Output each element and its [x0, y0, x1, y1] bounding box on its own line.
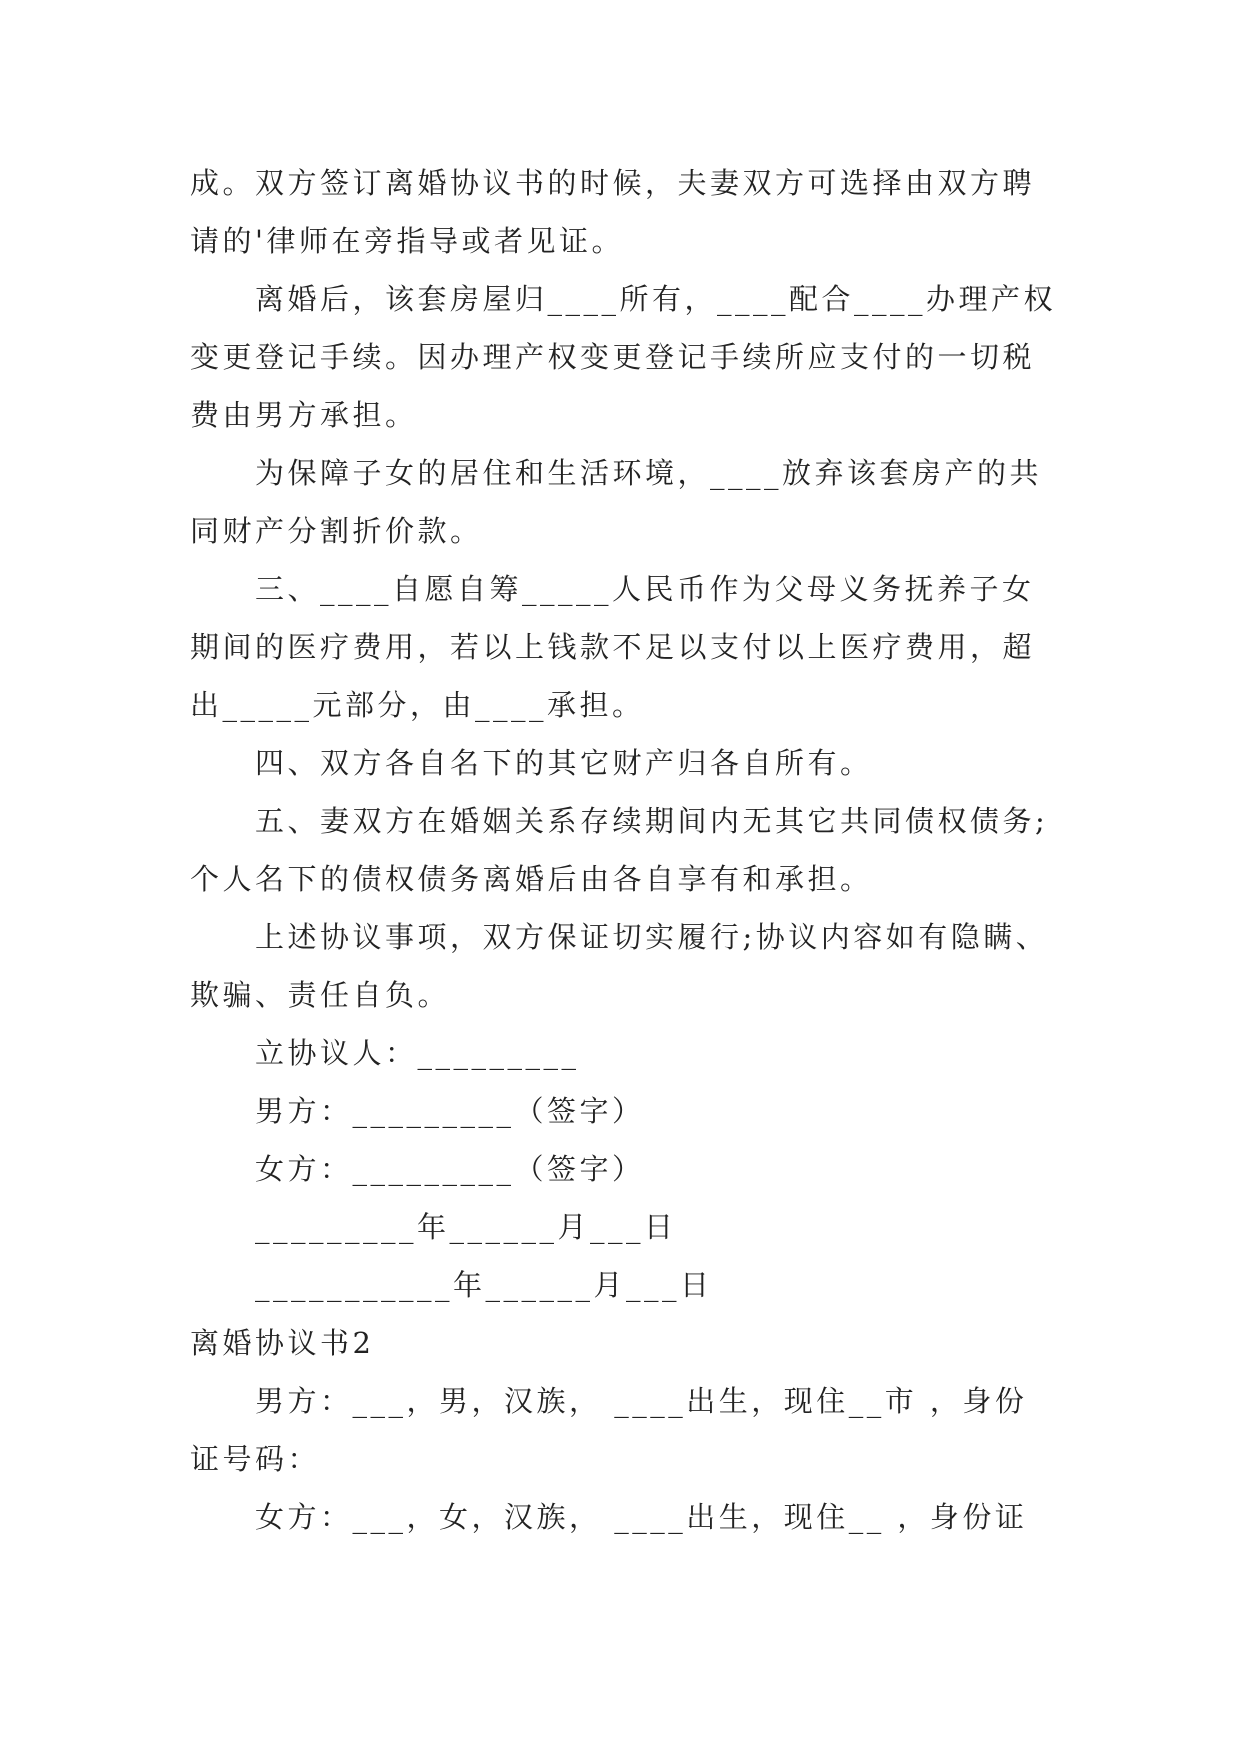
text-line: 期间的医疗费用，若以上钱款不足以支付以上医疗费用，超: [190, 630, 1036, 664]
signatory-line: 立协议人：_________: [255, 1036, 580, 1070]
text-line: 为保障子女的居住和生活环境，____放弃该套房产的共: [255, 456, 1043, 490]
female-signature-line: 女方：_________（签字）: [255, 1152, 645, 1186]
text-line: 成。双方签订离婚协议书的时候，夫妻双方可选择由双方聘: [190, 166, 1036, 200]
male-signature-line: 男方：_________（签字）: [255, 1094, 645, 1128]
text-line: 四、双方各自名下的其它财产归各自所有。: [255, 746, 873, 780]
text-line: 同财产分割折价款。: [190, 514, 483, 548]
text-line: 变更登记手续。因办理产权变更登记手续所应支付的一切税: [190, 340, 1036, 374]
date-line: ___________年______月___日: [255, 1268, 713, 1302]
section-title: 离婚协议书2: [190, 1326, 375, 1360]
text-line: 上述协议事项，双方保证切实履行;协议内容如有隐瞒、: [255, 920, 1049, 954]
document-body: [190, 154, 1057, 1546]
text-line: 欺骗、责任自负。: [190, 978, 451, 1012]
text-line: 出_____元部分，由____承担。: [190, 688, 645, 722]
text-line: 请的'律师在旁指导或者见证。: [190, 224, 624, 258]
date-line: _________年______月___日: [255, 1210, 677, 1244]
text-line: 男方：___，男，汉族， ____出生，现住__市 ，身份: [255, 1384, 1028, 1418]
text-line: 离婚后，该套房屋归____所有，____配合____办理产权: [255, 282, 1057, 316]
text-line: 证号码：: [190, 1442, 321, 1476]
text-line: 女方：___，女，汉族， ____出生，现住__ ，身份证: [255, 1500, 1028, 1534]
text-line: 个人名下的债权债务离婚后由各自享有和承担。: [190, 862, 873, 896]
text-line: 三、____自愿自筹_____人民币作为父母义务抚养子女: [255, 572, 1035, 606]
text-line: 五、妻双方在婚姻关系存续期间内无其它共同债权债务;: [255, 804, 1049, 838]
text-line: 费由男方承担。: [190, 398, 418, 432]
